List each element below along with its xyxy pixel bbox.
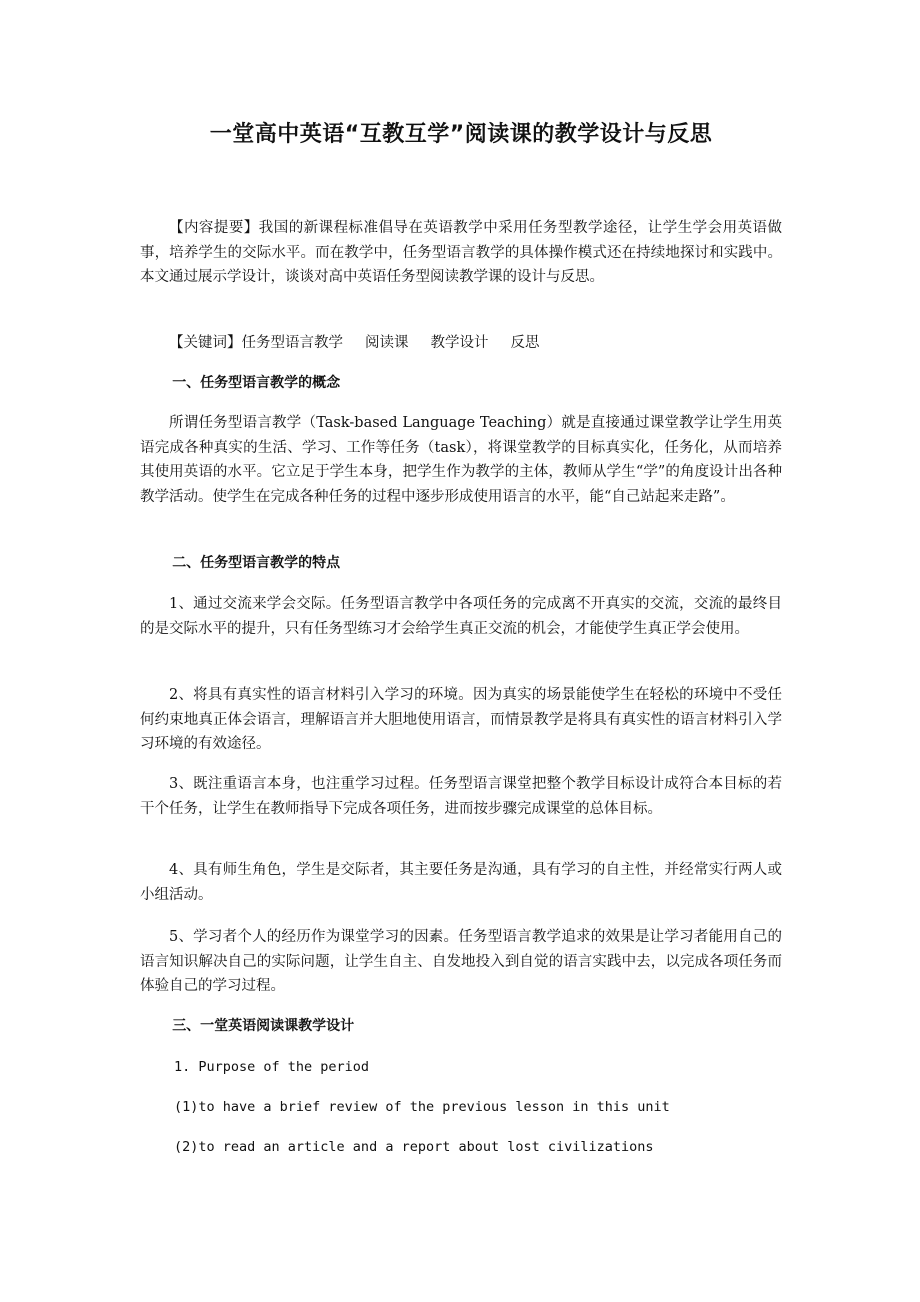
- document-title: 一堂高中英语“互教互学”阅读课的教学设计与反思: [209, 122, 713, 147]
- lesson-line: 1. Purpose of the period: [174, 1059, 370, 1075]
- keyword-term: 任务型语言教学: [241, 335, 343, 351]
- lesson-line: (1)to have a brief review of the previous lesson in this unit: [174, 1099, 670, 1115]
- keywords-label: 【关键词】: [169, 335, 242, 351]
- section-heading: 二、任务型语言教学的特点: [172, 555, 341, 571]
- section-paragraph: 所谓任务型语言教学（Task-based Language Teaching）就是直接通过课堂教学让学生用英语完成各种真实的生活、学习、工作等任务（task），将课堂教学的目标真实化，任务化，从而培养其使用英语的水平。它立足于学生本身，把学生作为教学的主体，教师从学生“学”的角度设计出各种教学活动。使学生在完成各种任务的过程中逐步形成使用语言的水平，能“自己站起来走路”。: [140, 415, 782, 505]
- keyword-term: 反思: [510, 335, 540, 351]
- list-item-paragraph: 2、将具有真实性的语言材料引入学习的环境。因为真实的场景能使学生在轻松的环境中不受任何约束地真正体会语言，理解语言并大胆地使用语言，而情景教学是将具有真实性的语言材料引入学习环境的有效途径。: [140, 687, 782, 752]
- keyword-term: 教学设计: [430, 335, 489, 351]
- list-item-paragraph: 4、具有师生角色，学生是交际者，其主要任务是沟通，具有学习的自主性，并经常实行两人或小组活动。: [140, 862, 782, 903]
- keyword-term: 阅读课: [365, 335, 409, 351]
- list-item-paragraph: 1、通过交流来学会交际。任务型语言教学中各项任务的完成离不开真实的交流，交流的最终目的是交际水平的提升，只有任务型练习才会给学生真正交流的机会，才能使学生真正学会使用。: [140, 596, 782, 637]
- list-item-paragraph: 3、既注重语言本身，也注重学习过程。任务型语言课堂把整个教学目标设计成符合本目标的若干个任务，让学生在教师指导下完成各项任务，进而按步骤完成课堂的总体目标。: [140, 776, 782, 817]
- section-heading: 一、任务型语言教学的概念: [172, 375, 341, 391]
- document-page: [140, 0, 782, 1302]
- section-heading: 三、一堂英语阅读课教学设计: [172, 1018, 355, 1034]
- lesson-line: (2)to read an article and a report about lost civilizations: [174, 1139, 654, 1155]
- keywords-line: [140, 331, 782, 355]
- list-item-paragraph: 5、学习者个人的经历作为课堂学习的因素。任务型语言教学追求的效果是让学习者能用自己的语言知识解决自己的实际问题，让学生自主、自发地投入到自觉的语言实践中去，以完成各项任务而体验自己的学习过程。: [140, 929, 782, 994]
- abstract-paragraph: 【内容提要】我国的新课程标准倡导在英语教学中采用任务型教学途径，让学生学会用英语做事，培养学生的交际水平。而在教学中，任务型语言教学的具体操作模式还在持续地探讨和实践中。本文通过展示学设计，谈谈对高中英语任务型阅读教学课的设计与反思。: [140, 220, 782, 285]
